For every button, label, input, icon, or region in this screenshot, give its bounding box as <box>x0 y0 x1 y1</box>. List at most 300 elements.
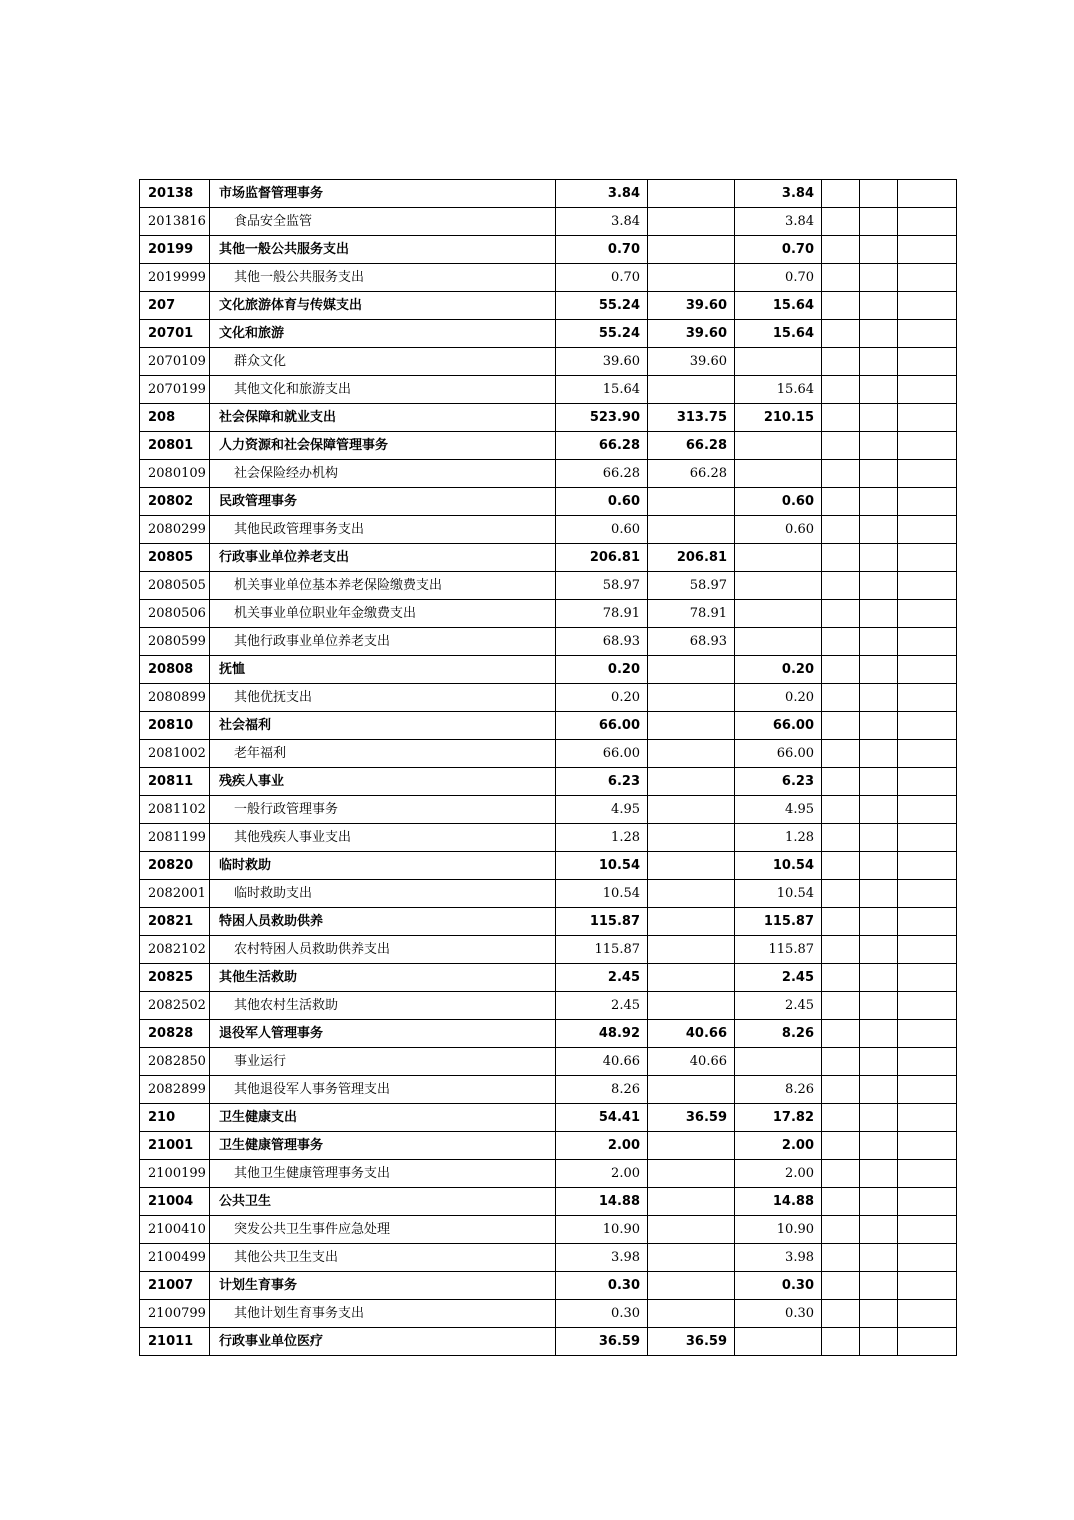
empty-cell <box>822 936 860 964</box>
empty-cell <box>898 320 957 348</box>
subject-name-cell: 一般行政管理事务 <box>210 796 556 824</box>
table-row <box>140 208 957 236</box>
empty-cell <box>898 236 957 264</box>
table-row <box>140 964 957 992</box>
empty-cell <box>898 1160 957 1188</box>
subject-code-cell: 2100499 <box>140 1244 210 1272</box>
project-expenditure-cell <box>735 572 822 600</box>
total-amount-cell: 1.28 <box>556 824 648 852</box>
empty-cell <box>898 376 957 404</box>
empty-cell <box>822 1216 860 1244</box>
subject-code-cell: 2080506 <box>140 600 210 628</box>
empty-cell <box>860 880 898 908</box>
subject-code-cell: 20808 <box>140 656 210 684</box>
table-row <box>140 1020 957 1048</box>
project-expenditure-cell: 6.23 <box>735 768 822 796</box>
empty-cell <box>860 740 898 768</box>
project-expenditure-cell <box>735 1328 822 1356</box>
basic-expenditure-cell <box>648 1244 735 1272</box>
subject-code-cell: 2080899 <box>140 684 210 712</box>
empty-cell <box>898 1132 957 1160</box>
subject-code-cell: 21007 <box>140 1272 210 1300</box>
total-amount-cell: 0.70 <box>556 264 648 292</box>
empty-cell <box>860 936 898 964</box>
subject-code-cell: 20801 <box>140 432 210 460</box>
basic-expenditure-cell <box>648 712 735 740</box>
subject-name-cell: 其他行政事业单位养老支出 <box>210 628 556 656</box>
empty-cell <box>898 572 957 600</box>
empty-cell <box>860 712 898 740</box>
project-expenditure-cell: 66.00 <box>735 712 822 740</box>
subject-name-cell: 行政事业单位医疗 <box>210 1328 556 1356</box>
project-expenditure-cell <box>735 600 822 628</box>
empty-cell <box>860 992 898 1020</box>
empty-cell <box>860 208 898 236</box>
table-row <box>140 992 957 1020</box>
empty-cell <box>898 600 957 628</box>
total-amount-cell: 55.24 <box>556 292 648 320</box>
project-expenditure-cell: 3.98 <box>735 1244 822 1272</box>
empty-cell <box>898 628 957 656</box>
empty-cell <box>860 1216 898 1244</box>
project-expenditure-cell: 3.84 <box>735 180 822 208</box>
table-row <box>140 656 957 684</box>
table-row <box>140 712 957 740</box>
project-expenditure-cell: 10.54 <box>735 880 822 908</box>
table-row <box>140 824 957 852</box>
subject-code-cell: 20701 <box>140 320 210 348</box>
subject-name-cell: 特困人员救助供养 <box>210 908 556 936</box>
basic-expenditure-cell: 58.97 <box>648 572 735 600</box>
subject-name-cell: 老年福利 <box>210 740 556 768</box>
subject-code-cell: 2013816 <box>140 208 210 236</box>
basic-expenditure-cell <box>648 1300 735 1328</box>
basic-expenditure-cell <box>648 236 735 264</box>
basic-expenditure-cell <box>648 964 735 992</box>
empty-cell <box>898 768 957 796</box>
project-expenditure-cell: 0.60 <box>735 488 822 516</box>
project-expenditure-cell: 15.64 <box>735 376 822 404</box>
total-amount-cell: 0.60 <box>556 488 648 516</box>
subject-code-cell: 2080505 <box>140 572 210 600</box>
empty-cell <box>860 488 898 516</box>
empty-cell <box>860 320 898 348</box>
basic-expenditure-cell <box>648 796 735 824</box>
subject-code-cell: 21004 <box>140 1188 210 1216</box>
table-row <box>140 600 957 628</box>
empty-cell <box>822 572 860 600</box>
subject-name-cell: 社会福利 <box>210 712 556 740</box>
empty-cell <box>822 796 860 824</box>
empty-cell <box>822 600 860 628</box>
empty-cell <box>822 1132 860 1160</box>
empty-cell <box>898 684 957 712</box>
empty-cell <box>822 320 860 348</box>
empty-cell <box>822 1160 860 1188</box>
table-row <box>140 516 957 544</box>
total-amount-cell: 39.60 <box>556 348 648 376</box>
project-expenditure-cell: 2.45 <box>735 964 822 992</box>
project-expenditure-cell: 4.95 <box>735 796 822 824</box>
empty-cell <box>860 432 898 460</box>
subject-name-cell: 社会保障和就业支出 <box>210 404 556 432</box>
subject-code-cell: 20820 <box>140 852 210 880</box>
total-amount-cell: 78.91 <box>556 600 648 628</box>
empty-cell <box>860 628 898 656</box>
subject-code-cell: 2082850 <box>140 1048 210 1076</box>
empty-cell <box>860 964 898 992</box>
empty-cell <box>822 488 860 516</box>
subject-name-cell: 计划生育事务 <box>210 1272 556 1300</box>
basic-expenditure-cell <box>648 208 735 236</box>
empty-cell <box>898 264 957 292</box>
empty-cell <box>860 1132 898 1160</box>
total-amount-cell: 66.28 <box>556 460 648 488</box>
total-amount-cell: 36.59 <box>556 1328 648 1356</box>
subject-code-cell: 208 <box>140 404 210 432</box>
table-row <box>140 908 957 936</box>
subject-code-cell: 207 <box>140 292 210 320</box>
empty-cell <box>898 1300 957 1328</box>
basic-expenditure-cell: 66.28 <box>648 432 735 460</box>
total-amount-cell: 10.54 <box>556 852 648 880</box>
project-expenditure-cell: 10.54 <box>735 852 822 880</box>
total-amount-cell: 0.20 <box>556 684 648 712</box>
project-expenditure-cell: 14.88 <box>735 1188 822 1216</box>
total-amount-cell: 2.45 <box>556 992 648 1020</box>
subject-code-cell: 20821 <box>140 908 210 936</box>
empty-cell <box>860 544 898 572</box>
subject-name-cell: 文化和旅游 <box>210 320 556 348</box>
subject-name-cell: 卫生健康支出 <box>210 1104 556 1132</box>
subject-code-cell: 2070109 <box>140 348 210 376</box>
total-amount-cell: 0.70 <box>556 236 648 264</box>
empty-cell <box>898 992 957 1020</box>
project-expenditure-cell: 17.82 <box>735 1104 822 1132</box>
empty-cell <box>822 992 860 1020</box>
subject-name-cell: 其他一般公共服务支出 <box>210 264 556 292</box>
empty-cell <box>860 908 898 936</box>
project-expenditure-cell: 15.64 <box>735 320 822 348</box>
basic-expenditure-cell <box>648 684 735 712</box>
subject-name-cell: 退役军人管理事务 <box>210 1020 556 1048</box>
table-row <box>140 348 957 376</box>
project-expenditure-cell: 0.30 <box>735 1300 822 1328</box>
subject-code-cell: 2070199 <box>140 376 210 404</box>
table-row <box>140 320 957 348</box>
subject-code-cell: 20811 <box>140 768 210 796</box>
subject-code-cell: 20138 <box>140 180 210 208</box>
empty-cell <box>860 1300 898 1328</box>
total-amount-cell: 68.93 <box>556 628 648 656</box>
subject-code-cell: 2019999 <box>140 264 210 292</box>
project-expenditure-cell: 0.60 <box>735 516 822 544</box>
total-amount-cell: 66.28 <box>556 432 648 460</box>
subject-name-cell: 其他优抚支出 <box>210 684 556 712</box>
basic-expenditure-cell: 78.91 <box>648 600 735 628</box>
table-row <box>140 432 957 460</box>
total-amount-cell: 115.87 <box>556 936 648 964</box>
empty-cell <box>822 768 860 796</box>
empty-cell <box>898 1076 957 1104</box>
total-amount-cell: 2.45 <box>556 964 648 992</box>
empty-cell <box>860 656 898 684</box>
subject-name-cell: 机关事业单位职业年金缴费支出 <box>210 600 556 628</box>
empty-cell <box>898 880 957 908</box>
basic-expenditure-cell <box>648 488 735 516</box>
subject-code-cell: 2081199 <box>140 824 210 852</box>
empty-cell <box>822 460 860 488</box>
empty-cell <box>898 1244 957 1272</box>
empty-cell <box>822 1104 860 1132</box>
empty-cell <box>860 1076 898 1104</box>
table-row <box>140 544 957 572</box>
empty-cell <box>898 432 957 460</box>
project-expenditure-cell <box>735 348 822 376</box>
empty-cell <box>898 852 957 880</box>
empty-cell <box>898 936 957 964</box>
subject-code-cell: 20802 <box>140 488 210 516</box>
empty-cell <box>898 740 957 768</box>
basic-expenditure-cell <box>648 180 735 208</box>
total-amount-cell: 2.00 <box>556 1160 648 1188</box>
table-row <box>140 1216 957 1244</box>
subject-name-cell: 其他残疾人事业支出 <box>210 824 556 852</box>
table-row <box>140 1048 957 1076</box>
basic-expenditure-cell: 313.75 <box>648 404 735 432</box>
table-row <box>140 1104 957 1132</box>
empty-cell <box>860 292 898 320</box>
project-expenditure-cell <box>735 544 822 572</box>
empty-cell <box>898 1272 957 1300</box>
project-expenditure-cell: 0.20 <box>735 656 822 684</box>
empty-cell <box>860 1104 898 1132</box>
project-expenditure-cell <box>735 1048 822 1076</box>
table-row <box>140 880 957 908</box>
total-amount-cell: 4.95 <box>556 796 648 824</box>
project-expenditure-cell: 210.15 <box>735 404 822 432</box>
project-expenditure-cell: 2.00 <box>735 1132 822 1160</box>
subject-name-cell: 临时救助支出 <box>210 880 556 908</box>
budget-table <box>139 179 957 1356</box>
total-amount-cell: 6.23 <box>556 768 648 796</box>
empty-cell <box>822 740 860 768</box>
empty-cell <box>898 544 957 572</box>
basic-expenditure-cell <box>648 992 735 1020</box>
empty-cell <box>898 1188 957 1216</box>
total-amount-cell: 0.60 <box>556 516 648 544</box>
subject-name-cell: 行政事业单位养老支出 <box>210 544 556 572</box>
basic-expenditure-cell: 39.60 <box>648 320 735 348</box>
empty-cell <box>898 1216 957 1244</box>
empty-cell <box>822 628 860 656</box>
subject-name-cell: 抚恤 <box>210 656 556 684</box>
basic-expenditure-cell <box>648 908 735 936</box>
table-body <box>140 180 957 1356</box>
basic-expenditure-cell <box>648 1216 735 1244</box>
project-expenditure-cell: 3.84 <box>735 208 822 236</box>
table-row <box>140 852 957 880</box>
empty-cell <box>822 1048 860 1076</box>
empty-cell <box>860 1188 898 1216</box>
table-row <box>140 1160 957 1188</box>
empty-cell <box>822 1076 860 1104</box>
project-expenditure-cell <box>735 432 822 460</box>
table-row <box>140 628 957 656</box>
empty-cell <box>822 852 860 880</box>
subject-code-cell: 2100199 <box>140 1160 210 1188</box>
basic-expenditure-cell <box>648 1188 735 1216</box>
empty-cell <box>860 796 898 824</box>
total-amount-cell: 15.64 <box>556 376 648 404</box>
empty-cell <box>860 572 898 600</box>
subject-code-cell: 2082502 <box>140 992 210 1020</box>
basic-expenditure-cell <box>648 1272 735 1300</box>
table-row <box>140 1076 957 1104</box>
total-amount-cell: 3.84 <box>556 208 648 236</box>
empty-cell <box>822 516 860 544</box>
basic-expenditure-cell <box>648 516 735 544</box>
total-amount-cell: 0.30 <box>556 1272 648 1300</box>
total-amount-cell: 66.00 <box>556 712 648 740</box>
empty-cell <box>898 1104 957 1132</box>
table-row <box>140 1244 957 1272</box>
subject-name-cell: 残疾人事业 <box>210 768 556 796</box>
subject-name-cell: 其他公共卫生支出 <box>210 1244 556 1272</box>
project-expenditure-cell <box>735 628 822 656</box>
basic-expenditure-cell <box>648 1132 735 1160</box>
total-amount-cell: 206.81 <box>556 544 648 572</box>
table-row <box>140 292 957 320</box>
empty-cell <box>898 488 957 516</box>
project-expenditure-cell: 1.28 <box>735 824 822 852</box>
empty-cell <box>860 1244 898 1272</box>
subject-name-cell: 其他退役军人事务管理支出 <box>210 1076 556 1104</box>
empty-cell <box>822 908 860 936</box>
empty-cell <box>860 1328 898 1356</box>
project-expenditure-cell: 8.26 <box>735 1020 822 1048</box>
project-expenditure-cell: 15.64 <box>735 292 822 320</box>
empty-cell <box>898 656 957 684</box>
subject-name-cell: 农村特困人员救助供养支出 <box>210 936 556 964</box>
empty-cell <box>860 1048 898 1076</box>
empty-cell <box>860 824 898 852</box>
empty-cell <box>822 1020 860 1048</box>
subject-name-cell: 文化旅游体育与传媒支出 <box>210 292 556 320</box>
empty-cell <box>898 1048 957 1076</box>
basic-expenditure-cell: 40.66 <box>648 1020 735 1048</box>
empty-cell <box>822 292 860 320</box>
empty-cell <box>898 712 957 740</box>
total-amount-cell: 58.97 <box>556 572 648 600</box>
empty-cell <box>860 852 898 880</box>
empty-cell <box>822 964 860 992</box>
project-expenditure-cell: 115.87 <box>735 936 822 964</box>
table-row <box>140 1300 957 1328</box>
empty-cell <box>898 964 957 992</box>
empty-cell <box>898 180 957 208</box>
empty-cell <box>898 1020 957 1048</box>
subject-name-cell: 公共卫生 <box>210 1188 556 1216</box>
project-expenditure-cell: 0.20 <box>735 684 822 712</box>
subject-code-cell: 20810 <box>140 712 210 740</box>
basic-expenditure-cell <box>648 376 735 404</box>
empty-cell <box>822 1300 860 1328</box>
project-expenditure-cell: 10.90 <box>735 1216 822 1244</box>
basic-expenditure-cell <box>648 768 735 796</box>
basic-expenditure-cell <box>648 1160 735 1188</box>
table-row <box>140 404 957 432</box>
basic-expenditure-cell: 39.60 <box>648 348 735 376</box>
total-amount-cell: 10.54 <box>556 880 648 908</box>
total-amount-cell: 40.66 <box>556 1048 648 1076</box>
project-expenditure-cell: 0.70 <box>735 264 822 292</box>
table-row <box>140 1328 957 1356</box>
empty-cell <box>860 376 898 404</box>
basic-expenditure-cell <box>648 880 735 908</box>
table-row <box>140 264 957 292</box>
empty-cell <box>898 796 957 824</box>
subject-code-cell: 2080109 <box>140 460 210 488</box>
subject-name-cell: 突发公共卫生事件应急处理 <box>210 1216 556 1244</box>
empty-cell <box>822 404 860 432</box>
project-expenditure-cell: 0.30 <box>735 1272 822 1300</box>
basic-expenditure-cell: 68.93 <box>648 628 735 656</box>
empty-cell <box>898 908 957 936</box>
subject-code-cell: 2081002 <box>140 740 210 768</box>
subject-name-cell: 市场监督管理事务 <box>210 180 556 208</box>
subject-code-cell: 2081102 <box>140 796 210 824</box>
empty-cell <box>822 684 860 712</box>
table-row <box>140 740 957 768</box>
empty-cell <box>860 516 898 544</box>
subject-name-cell: 卫生健康管理事务 <box>210 1132 556 1160</box>
empty-cell <box>822 376 860 404</box>
subject-code-cell: 21011 <box>140 1328 210 1356</box>
total-amount-cell: 2.00 <box>556 1132 648 1160</box>
basic-expenditure-cell: 39.60 <box>648 292 735 320</box>
project-expenditure-cell: 8.26 <box>735 1076 822 1104</box>
empty-cell <box>898 460 957 488</box>
basic-expenditure-cell <box>648 740 735 768</box>
subject-name-cell: 食品安全监管 <box>210 208 556 236</box>
project-expenditure-cell: 66.00 <box>735 740 822 768</box>
total-amount-cell: 3.84 <box>556 180 648 208</box>
subject-name-cell: 机关事业单位基本养老保险缴费支出 <box>210 572 556 600</box>
table-row <box>140 936 957 964</box>
basic-expenditure-cell: 36.59 <box>648 1328 735 1356</box>
table-row <box>140 768 957 796</box>
total-amount-cell: 523.90 <box>556 404 648 432</box>
empty-cell <box>898 404 957 432</box>
basic-expenditure-cell <box>648 936 735 964</box>
table-row <box>140 1188 957 1216</box>
empty-cell <box>860 236 898 264</box>
subject-name-cell: 其他生活救助 <box>210 964 556 992</box>
empty-cell <box>898 208 957 236</box>
total-amount-cell: 48.92 <box>556 1020 648 1048</box>
basic-expenditure-cell <box>648 1076 735 1104</box>
basic-expenditure-cell <box>648 264 735 292</box>
total-amount-cell: 54.41 <box>556 1104 648 1132</box>
empty-cell <box>822 1328 860 1356</box>
table-row <box>140 488 957 516</box>
subject-code-cell: 20805 <box>140 544 210 572</box>
subject-name-cell: 人力资源和社会保障管理事务 <box>210 432 556 460</box>
empty-cell <box>822 1272 860 1300</box>
project-expenditure-cell <box>735 460 822 488</box>
empty-cell <box>860 264 898 292</box>
